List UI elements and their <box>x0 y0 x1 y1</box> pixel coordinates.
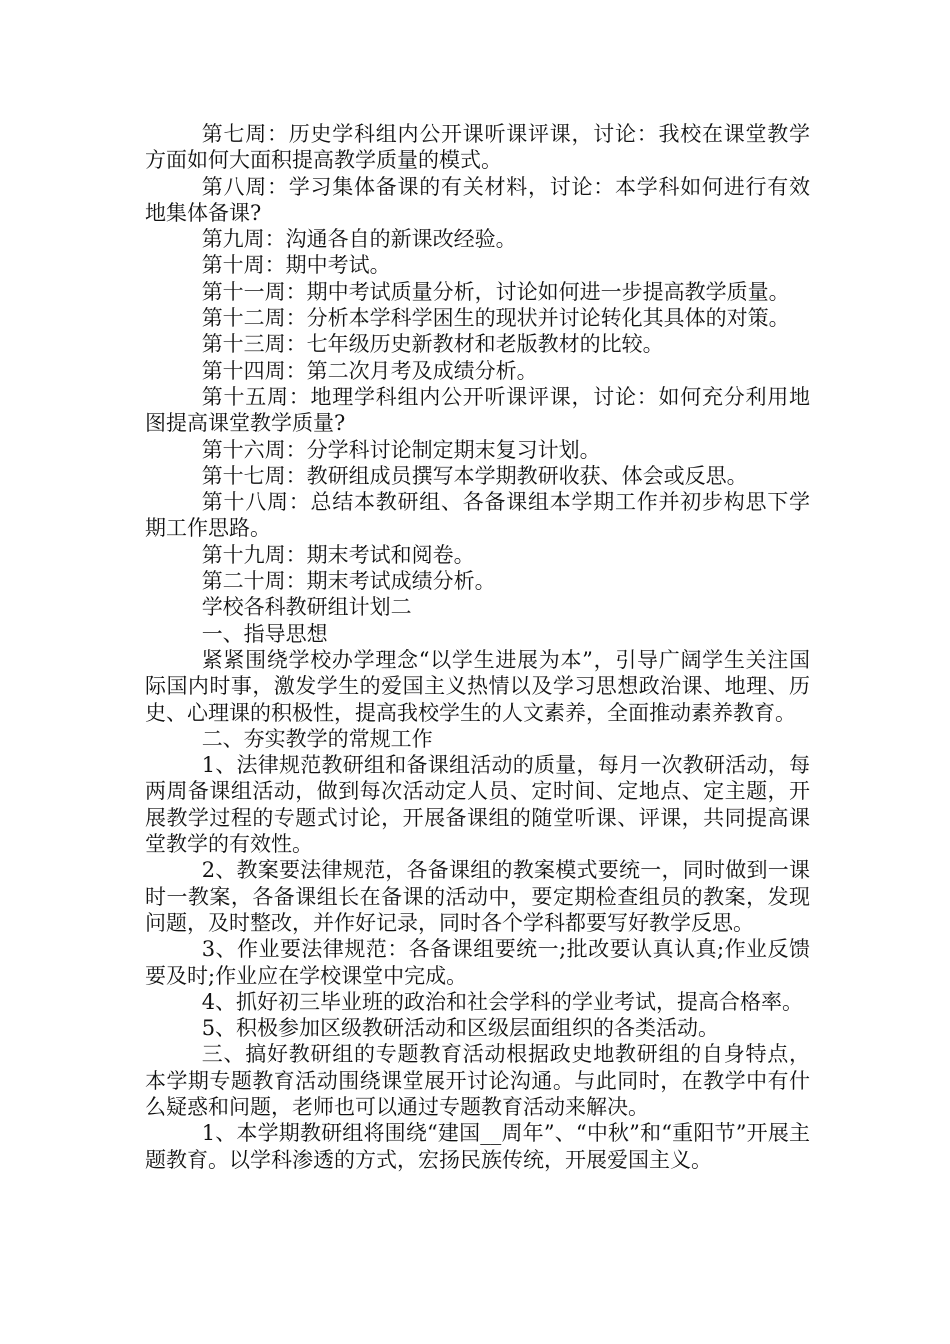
document-body <box>145 121 810 1173</box>
paragraph-week-15: 第十五周：地理学科组内公开听课评课，讨论：如何充分利用地图提高课堂教学质量? <box>145 384 810 436</box>
paragraph-week-19: 第十九周：期末考试和阅卷。 <box>201 542 475 567</box>
paragraph-routine-2: 2、教案要法律规范，各备课组的教案模式要统一，同时做到一课时一教案，各备课组长在备课的活动中，要定期检查组员的教案，发现问题，及时整改，并作好记录，同时各个学科都要写好教学反思。 <box>145 858 810 935</box>
paragraph-routine-5: 5、积极参加区级教研活动和区级层面组织的各类活动。 <box>201 1016 720 1041</box>
paragraph-routine-3: 3、作业要法律规范：各备课组要统一;批改要认真认真;作业反馈要及时;作业应在学校课堂中完成。 <box>145 937 810 988</box>
heading-routine-work: 二、夯实教学的常规工作 <box>201 726 433 751</box>
paragraph-week-17: 第十七周：教研组成员撰写本学期教研收获、体会或反思。 <box>201 463 748 488</box>
paragraph-routine-4: 4、抓好初三毕业班的政治和社会学科的学业考试，提高合格率。 <box>201 989 804 1014</box>
paragraph-week-16: 第十六周：分学科讨论制定期末复习计划。 <box>201 437 601 462</box>
paragraph-week-11: 第十一周：期中考试质量分析，讨论如何进一步提高教学质量。 <box>201 279 790 304</box>
heading-guiding-ideology: 一、指导思想 <box>201 621 328 646</box>
paragraph-routine-1: 1、法律规范教研组和备课组活动的质量，每月一次教研活动，每两周备课组活动，做到每次活动定人员、定时间、定地点、定主题，开展教学过程的专题式讨论，开展备课组的随堂听课、评课，共同提高课堂教学的有效性。 <box>145 753 810 857</box>
paragraph-special-education-1: 1、本学期教研组将围绕“建国__周年”、“中秋”和“重阳节”开展主题教育。以学科渗透的方式，宏扬民族传统，开展爱国主义。 <box>145 1121 810 1172</box>
paragraph-week-18: 第十八周：总结本教研组、各备课组本学期工作并初步构思下学期工作思路。 <box>145 490 810 541</box>
paragraph-week-10: 第十周：期中考试。 <box>201 253 391 278</box>
paragraph-week-12: 第十二周：分析本学科学困生的现状并讨论转化其具体的对策。 <box>201 306 790 331</box>
paragraph-week-20: 第二十周：期末考试成绩分析。 <box>201 569 496 594</box>
section-title-plan-two: 学校各科教研组计划二 <box>201 595 412 620</box>
paragraph-special-education: 三、搞好教研组的专题教育活动根据政史地教研组的自身特点，本学期专题教育活动围绕课堂展开讨论沟通。与此同时，在教学中有什么疑惑和问题，老师也可以通过专题教育活动来解决。 <box>145 1042 810 1119</box>
paragraph-week-13: 第十三周：七年级历史新教材和老版教材的比较。 <box>201 332 664 357</box>
paragraph-guiding-ideology: 紧紧围绕学校办学理念“以学生进展为本”，引导广阔学生关注国际国内时事，激发学生的爱国主义热情以及学习思想政治课、地理、历史、心理课的积极性，提高我校学生的人文素养，全面推动素养教育。 <box>145 647 810 725</box>
paragraph-week-14: 第十四周：第二次月考及成绩分析。 <box>201 358 538 383</box>
paragraph-week-9: 第九周：沟通各自的新课改经验。 <box>201 227 517 252</box>
paragraph-week-7: 第七周：历史学科组内公开课听课评课，讨论：我校在课堂教学方面如何大面积提高教学质量的模式。 <box>145 122 810 173</box>
paragraph-week-8: 第八周：学习集体备课的有关材料，讨论：本学科如何进行有效地集体备课? <box>145 174 810 225</box>
